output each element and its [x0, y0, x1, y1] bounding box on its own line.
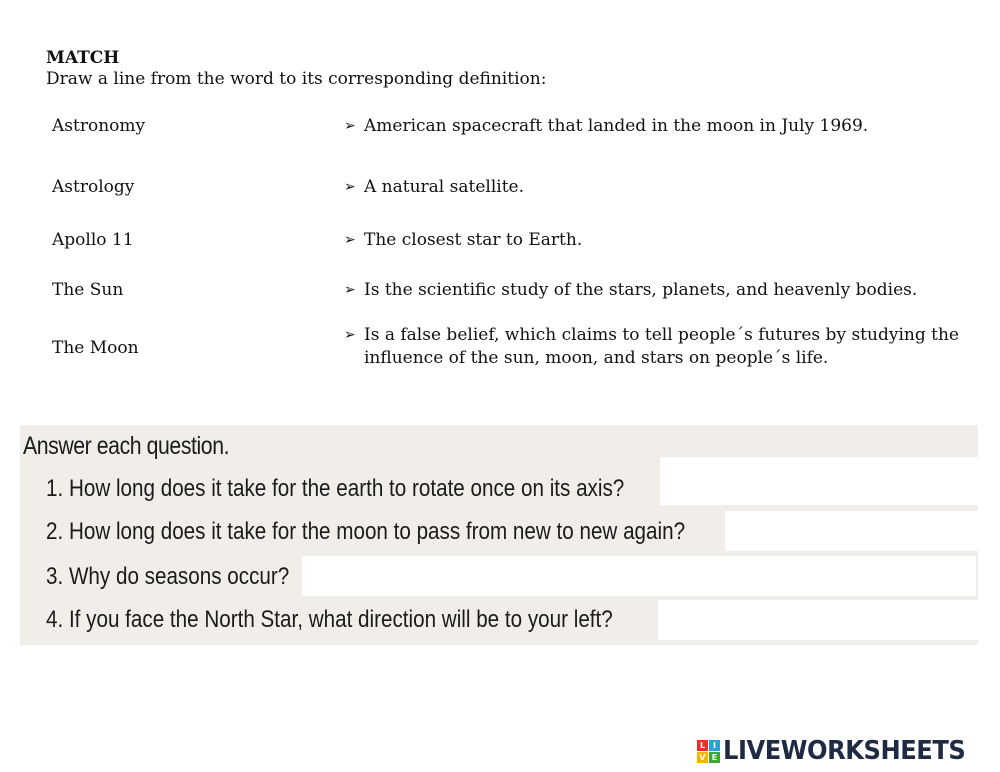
- arrowhead-bullet-icon: ➢: [344, 232, 356, 248]
- question-3: 3. Why do seasons occur?: [46, 563, 290, 590]
- definition-text: Is a false belief, which claims to tell people´s futures by studying the influence of the sun, moon, and stars on people´s life.: [364, 325, 959, 368]
- arrowhead-bullet-icon: ➢: [344, 118, 356, 134]
- question-1: 1. How long does it take for the earth to rotate once on its axis?: [46, 475, 625, 502]
- logo-letter: L: [697, 740, 708, 751]
- answer-box-4[interactable]: [658, 600, 978, 640]
- definition-text: A natural satellite.: [364, 177, 525, 197]
- answer-box-3[interactable]: [302, 556, 976, 596]
- definition-text: American spacecraft that landed in the moon in July 1969.: [364, 116, 869, 136]
- questions-title: Answer each question.: [23, 432, 230, 460]
- arrowhead-bullet-icon: ➢: [344, 179, 356, 195]
- definition-item[interactable]: [344, 115, 984, 138]
- question-2: 2. How long does it take for the moon to pass from new to new again?: [46, 518, 686, 545]
- definition-item[interactable]: [344, 176, 984, 199]
- term-the-sun[interactable]: The Sun: [52, 280, 124, 300]
- definition-item[interactable]: [344, 229, 984, 252]
- liveworksheets-logo: [697, 736, 984, 766]
- definition-text: The closest star to Earth.: [364, 230, 583, 250]
- term-astronomy[interactable]: Astronomy: [52, 116, 146, 136]
- definition-item[interactable]: [344, 324, 984, 370]
- term-astrology[interactable]: Astrology: [52, 177, 135, 197]
- term-apollo-11[interactable]: Apollo 11: [52, 230, 134, 250]
- definition-text: Is the scientific study of the stars, planets, and heavenly bodies.: [364, 280, 918, 300]
- answer-box-2[interactable]: [725, 511, 978, 551]
- logo-letter: V: [697, 752, 708, 763]
- arrowhead-bullet-icon: ➢: [344, 282, 356, 298]
- definition-item[interactable]: [344, 279, 984, 302]
- logo-letter: E: [709, 752, 720, 763]
- questions-scan: [20, 425, 978, 645]
- match-instruction: Draw a line from the word to its corresponding definition:: [46, 69, 547, 89]
- match-header: [46, 48, 546, 90]
- term-the-moon[interactable]: The Moon: [52, 338, 139, 358]
- arrowhead-bullet-icon: ➢: [344, 327, 356, 343]
- answer-box-1[interactable]: [660, 457, 978, 505]
- match-title: MATCH: [46, 48, 120, 68]
- logo-mark-icon: [697, 740, 720, 763]
- logo-letter: I: [709, 740, 720, 751]
- question-4: 4. If you face the North Star, what direction will be to your left?: [46, 606, 613, 633]
- logo-text: LIVEWORKSHEETS: [723, 736, 966, 766]
